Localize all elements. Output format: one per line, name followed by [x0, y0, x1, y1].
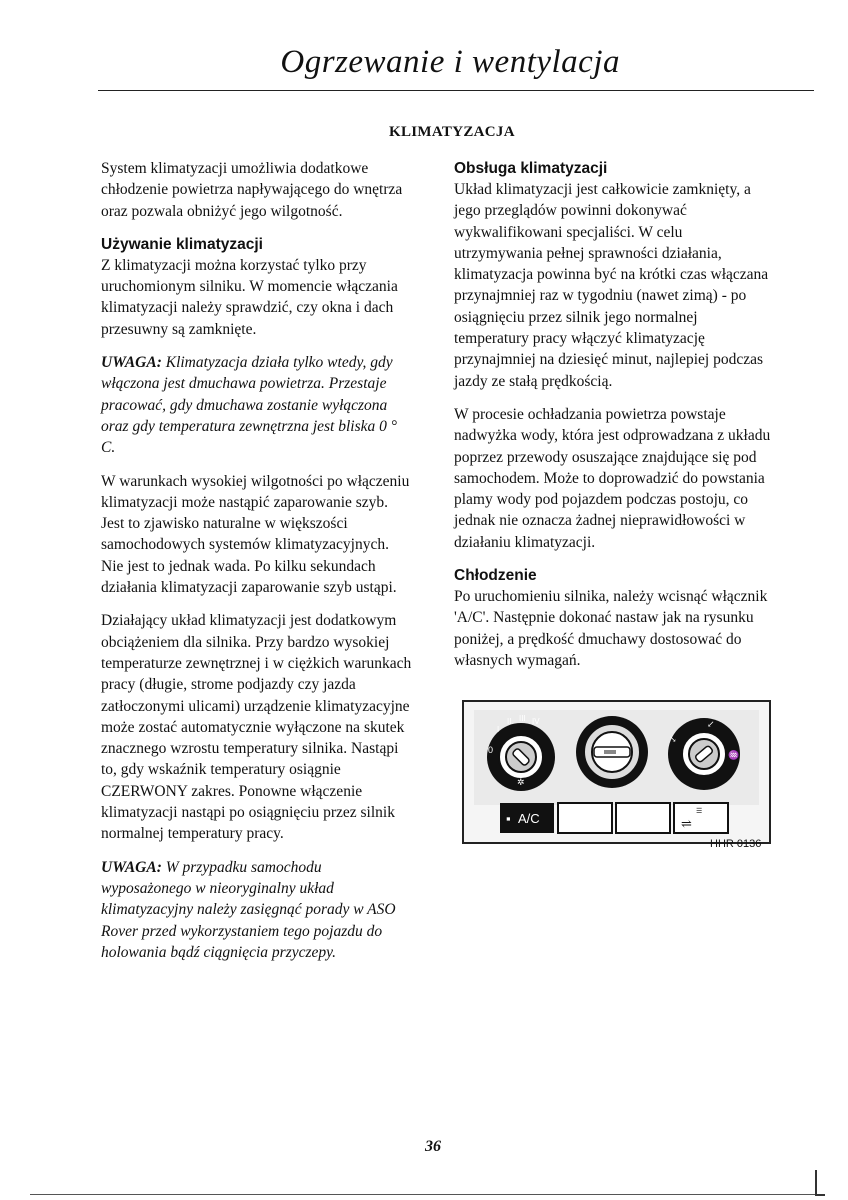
right-column — [454, 158, 772, 683]
airflow-feet-icon: ↙ — [707, 719, 715, 729]
page-header-title: Ogrzewanie i wentylacja — [280, 44, 620, 80]
header-divider — [98, 90, 814, 91]
service-paragraph: Układ klimatyzacji jest całkowicie zamknięty, a jego przeglądów powinni dokonywać wykwalifikowani specjaliści. W celu utrzymywania pełnej sprawności działania, klimatyzacja powinna być na krótki czas włączana przynajmniej raz w tygodniu (nawet zimą) - po osiągnięciu przez silnik jego normalnej temperatury pracy włączyć klimatyzację przynajmniej na dziesięć minut, najlepiej podczas jazdy ze stałą prędkością. — [454, 181, 769, 390]
climate-control-panel-figure — [462, 700, 771, 844]
page-number: 36 — [425, 1138, 441, 1155]
section-title: KLIMATYZACJA — [389, 124, 515, 140]
cooling-paragraph: Po uruchomieniu silnika, należy wcisnąć włącznik 'A/C'. Następnie dokonać nastaw jak na rysunku poniżej, a prędkość dmuchawy dostosować do własnych wymagań. — [454, 588, 768, 669]
intro-paragraph: System klimatyzacji umożliwia dodatkowe chłodzenie powietrza napływającego do wnętrza oraz pozwala obniżyć jego wilgotność. — [101, 160, 403, 220]
defrost-icon: ♒ — [728, 750, 740, 760]
usage-heading: Używanie klimatyzacji — [101, 235, 263, 253]
cooling-heading: Chłodzenie — [454, 567, 537, 585]
figure-code: HHR 0136 — [710, 838, 762, 850]
fan-level-label: I — [497, 725, 500, 734]
fan-level-label: II — [507, 717, 512, 726]
fan-level-label: IV — [532, 717, 540, 726]
airflow-face-icon: ↘ — [669, 734, 677, 744]
warning-text: Klimatyzacja działa tylko wtedy, gdy włączona jest dmuchawa powietrza. Przestaje pracować, gdy dmuchawa zostanie wyłączona oraz gdy temperatura zewnętrzna jest bliska 0 ° C. — [101, 354, 397, 457]
engine-load-paragraph: Działający układ klimatyzacji jest dodatkowym obciążeniem dla silnika. Przy bardzo wysokiej temperaturze zewnętrznej i w ciężkich warunkach pracy (długie, strome podjazdy czy jazda zatłoczonymi ulicami) urządzenie klimatyzacyjne może zostać automatycznie wyłączone na skutek znacznego wzrostu temperatury silnika. Nastąpi to, gdy wskaźnik temperatury osiągnie CZERWONY zakres. Ponowne włączenie klimatyzacji nastąpi po osiągnięciu przez silnik normalnej temperatury pracy. — [101, 612, 412, 843]
humidity-paragraph: W warunkach wysokiej wilgotności po włączeniu klimatyzacji może nastąpić zaparowanie szyb. Jest to zjawisko naturalne w większości samochodowych systemów klimatyzacyjnych. Nie jest to jednak wada. Po kilku sekundach działania klimatyzacji zaparowanie szyb ustąpi. — [101, 472, 410, 597]
warning-note-2 — [101, 857, 413, 963]
warning-label: UWAGA: — [101, 858, 162, 876]
fan-icon: ✲ — [517, 777, 525, 787]
ac-button-label: A/C — [518, 811, 540, 826]
recirculation-icon: ⇌ — [681, 816, 692, 831]
cooling-process-paragraph: W procesie ochładzania powietrza powstaje nadwyżka wody, która jest odprowadzana z układu poprzez przewody osuszające znajdujące się pod samochodem. Może to doprowadzić do powstania plamy wody pod pojazdem podczas postoju, co jednak nie oznacza żadnej nieprawidłowości w działaniu klimatyzacji. — [454, 405, 771, 551]
temperature-knob — [576, 716, 648, 788]
warning-label: UWAGA: — [101, 354, 162, 372]
warning-note-1 — [101, 352, 413, 458]
rear-defrost-icon: ☰ — [696, 807, 703, 815]
corner-crop-mark — [815, 1170, 825, 1196]
air-distribution-knob — [668, 718, 740, 790]
usage-paragraph: Z klimatyzacji można korzystać tylko przy uruchomionym silniku. W momencie włączania klimatyzacji należy sprawdzić, czy okna i dach przesuwny są zamknięte. — [101, 256, 398, 338]
bottom-rule — [30, 1194, 820, 1195]
warning-text: W przypadku samochodu wyposażonego w nieoryginalny układ klimatyzacyjny należy zasięgnąć porady w ASO Rover przed wykorzystaniem tego pojazdu do holowania bądź ciągnięcia przyczepy. — [101, 858, 396, 961]
fan-level-label: 0 — [488, 745, 494, 755]
fan-level-label: III — [519, 714, 526, 723]
ac-indicator-icon: ▪ — [506, 811, 511, 826]
service-heading: Obsługa klimatyzacji — [454, 160, 608, 177]
left-column — [101, 158, 413, 975]
climate-control-panel-diagram — [464, 702, 769, 842]
